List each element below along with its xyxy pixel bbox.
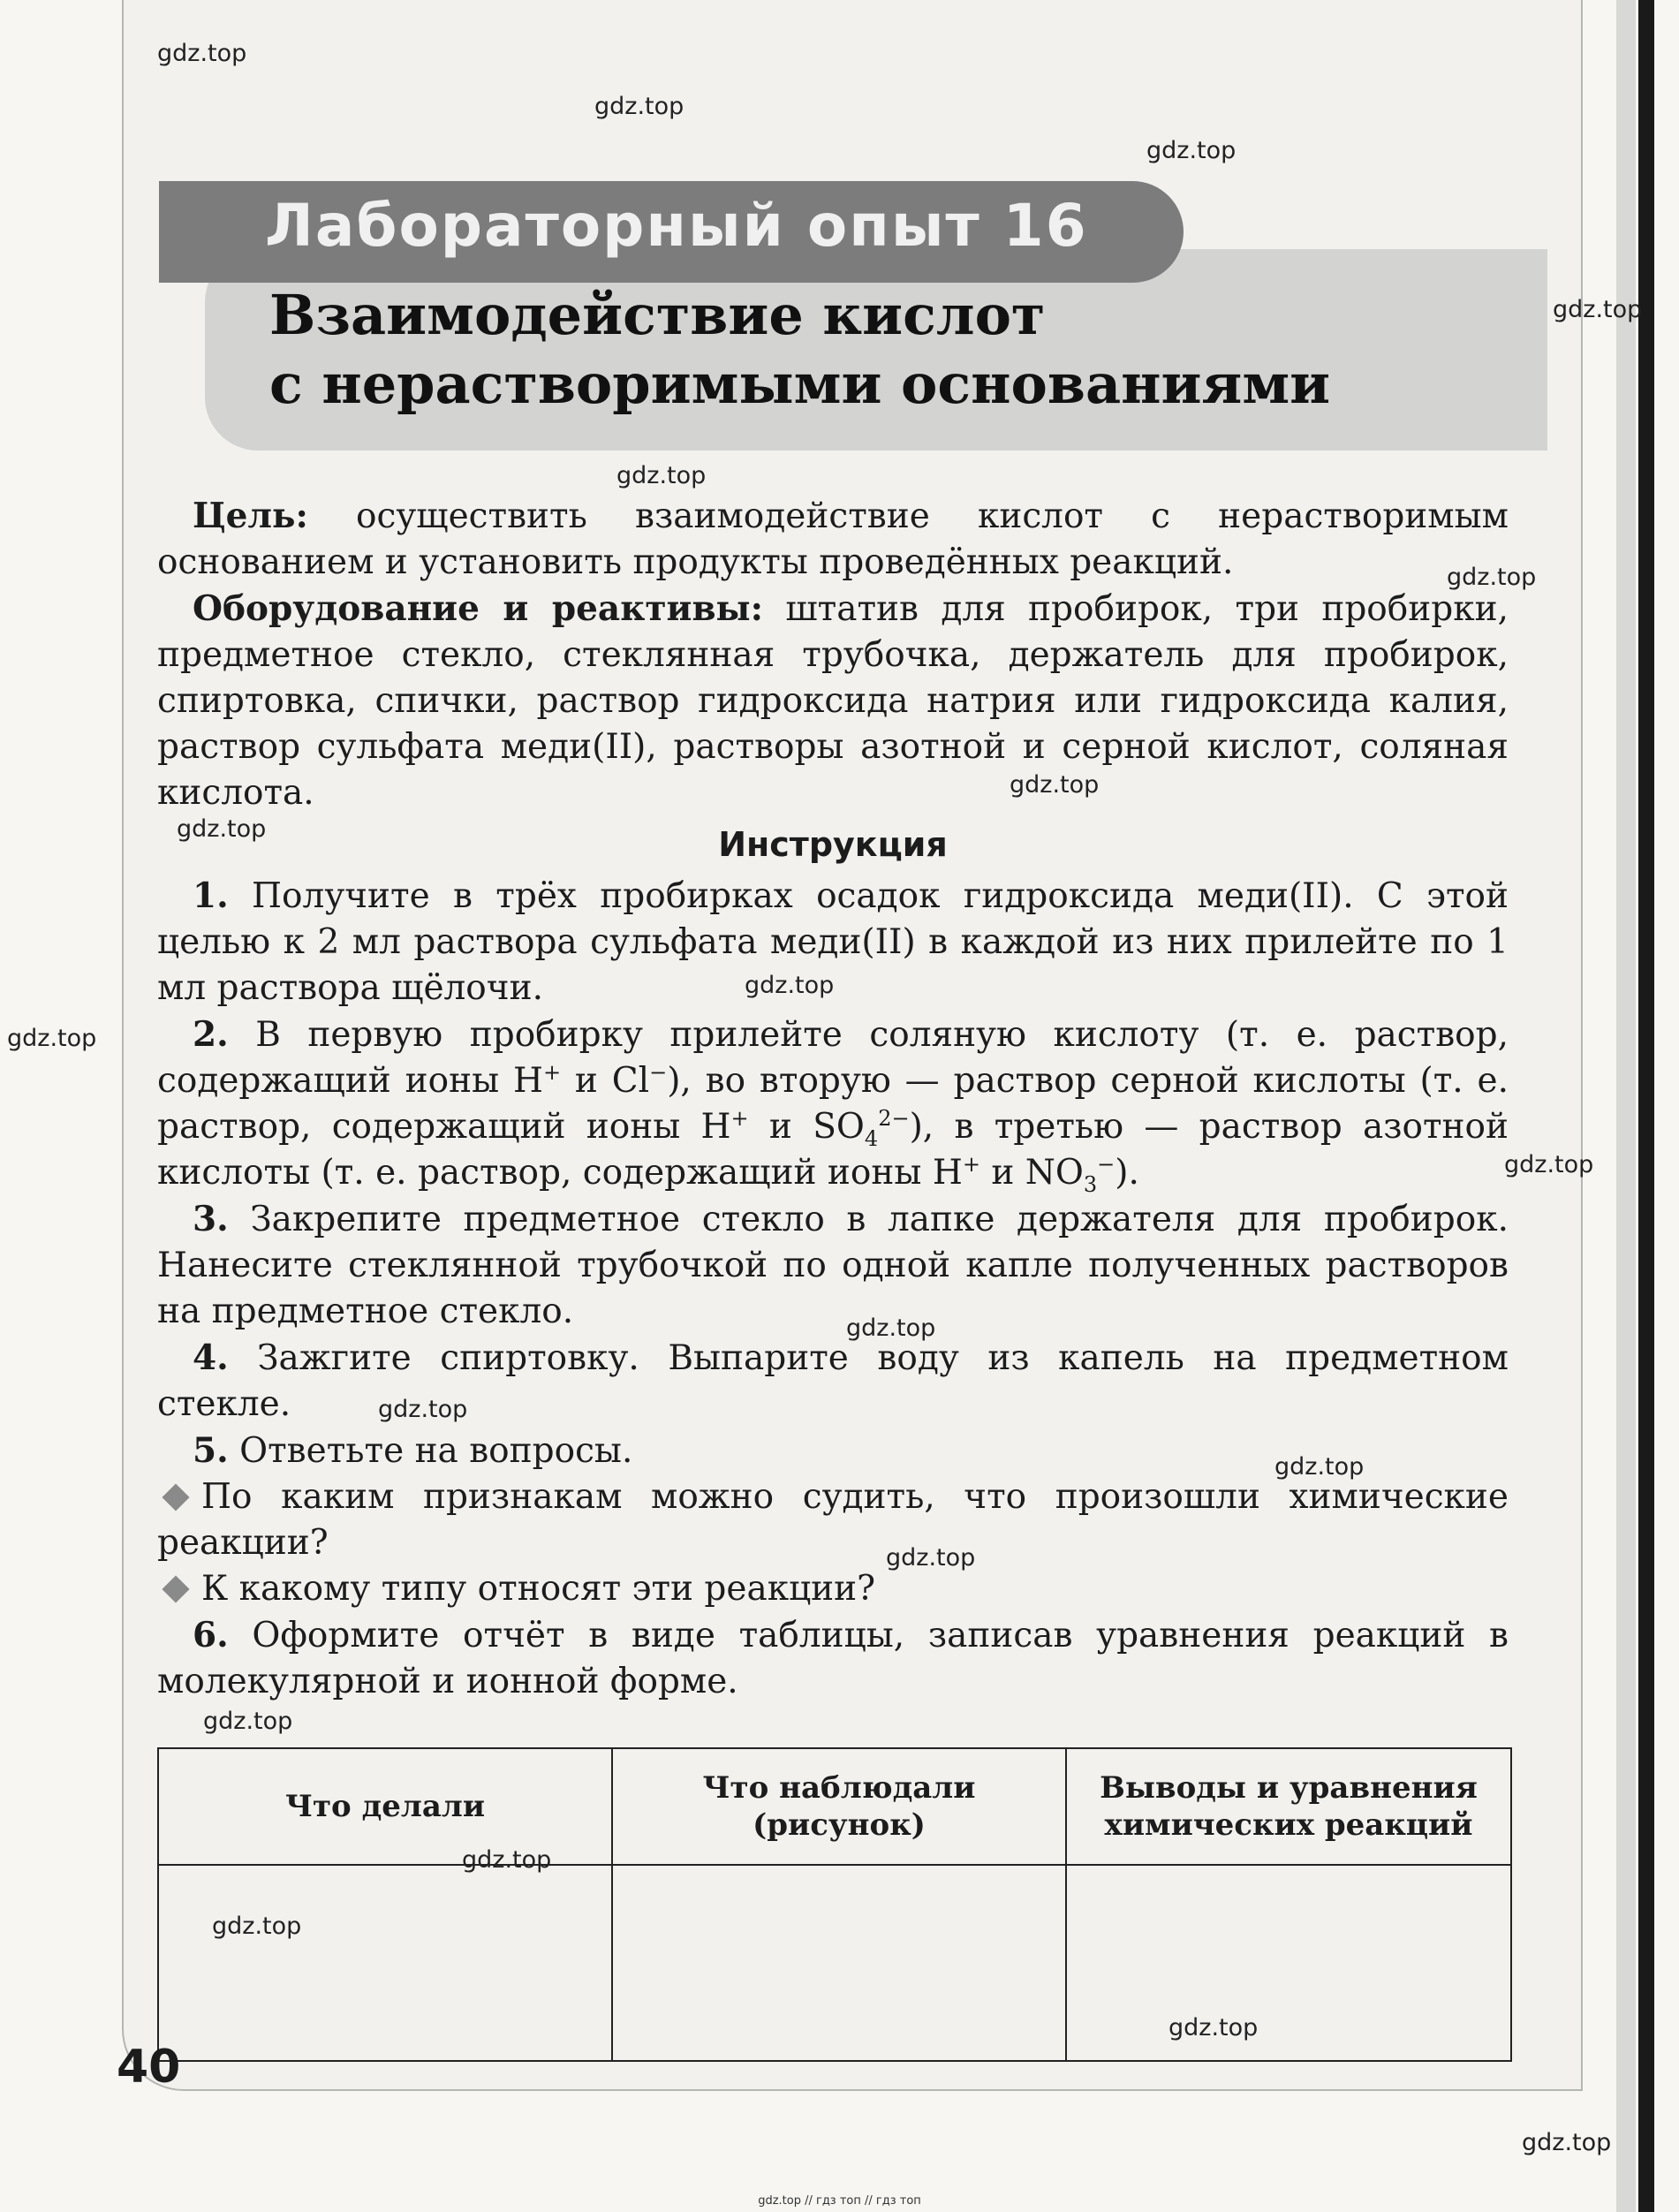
table-cell bbox=[1066, 1865, 1511, 2061]
ion-charge: 2− bbox=[878, 1106, 910, 1131]
step-3 bbox=[157, 1196, 1509, 1335]
page-edge bbox=[1638, 0, 1654, 2212]
watermark: gdz.top bbox=[378, 1396, 468, 1423]
step-1-text: Получите в трёх пробирках осадок гидроксида меди(II). С этой целью к 2 мл раствора сульфата меди(II) в каждой из них прилейте по 1 мл раствора щёлочи. bbox=[157, 876, 1509, 1008]
step-6-text: Оформите отчёт в виде таблицы, записав уравнения реакций в молекулярной и ионной форме. bbox=[157, 1616, 1509, 1701]
step-2-text: и SO bbox=[748, 1107, 865, 1147]
step-2 bbox=[157, 1011, 1509, 1196]
step-2-text: В первую пробирку прилейте соляную кислоту (т. е. раствор, содержащий ионы H bbox=[157, 1015, 1509, 1101]
step-6 bbox=[157, 1612, 1509, 1705]
question-2-text: К какому типу относят эти реакции? bbox=[201, 1569, 876, 1609]
lab-title: Лабораторный опыт 16 bbox=[265, 192, 1088, 260]
table-cell bbox=[612, 1865, 1066, 2061]
step-4-text: Зажгите спиртовку. Выпарите воду из капель на предметном стекле. bbox=[157, 1338, 1509, 1424]
watermark: gdz.top bbox=[157, 40, 247, 67]
page-number: 40 bbox=[117, 2041, 181, 2094]
watermark: gdz.top bbox=[1146, 137, 1237, 164]
step-5-text: Ответьте на вопросы. bbox=[228, 1431, 633, 1471]
title-bar bbox=[159, 181, 1184, 283]
ion-charge: + bbox=[730, 1106, 749, 1131]
watermark: gdz.top bbox=[1447, 564, 1537, 591]
ion-charge: + bbox=[962, 1152, 980, 1177]
goal-text: осуществить взаимодействие кислот с нерастворимым основанием и установить продукты проведённых реакций. bbox=[157, 496, 1509, 582]
watermark: gdz.top bbox=[7, 1025, 97, 1052]
watermark: gdz.top bbox=[1010, 771, 1100, 799]
step-6-number: 6. bbox=[193, 1615, 229, 1655]
step-5-number: 5. bbox=[193, 1430, 229, 1471]
watermark: gdz.top bbox=[886, 1544, 976, 1572]
table-header-row bbox=[158, 1748, 1511, 1865]
equipment-paragraph bbox=[157, 586, 1509, 816]
report-table bbox=[157, 1747, 1512, 2062]
watermark: gdz.top bbox=[212, 1913, 302, 1940]
goal-paragraph bbox=[157, 493, 1509, 586]
step-2-number: 2. bbox=[193, 1014, 229, 1055]
watermark: gdz.top bbox=[1168, 2014, 1259, 2042]
watermark: gdz.top bbox=[462, 1846, 552, 1874]
ion-charge: − bbox=[649, 1060, 668, 1085]
lab-body bbox=[157, 493, 1509, 1705]
table-cell bbox=[158, 1865, 612, 2061]
watermark: gdz.top bbox=[177, 815, 267, 843]
step-2-text: и Cl bbox=[561, 1061, 650, 1101]
question-1-text: По каким признакам можно судить, что произошли химические реакции? bbox=[157, 1477, 1509, 1563]
equipment-text: штатив для пробирок, три пробирки, предметное стекло, стеклянная трубочка, держатель для пробирок, спиртовка, спички, раствор гидроксида натрия или гидроксида калия, раствор сульфата меди(II), растворы азотной и серной кислот, соляная кислота. bbox=[157, 589, 1509, 813]
step-1-number: 1. bbox=[193, 875, 229, 916]
watermark: gdz.top bbox=[616, 462, 707, 489]
goal-label: Цель: bbox=[193, 496, 308, 536]
question-1 bbox=[157, 1474, 1509, 1566]
table-header-cell: Выводы и уравнения химических реакций bbox=[1066, 1748, 1511, 1865]
watermark: gdz.top bbox=[846, 1314, 936, 1342]
table-header-cell: Что делали bbox=[158, 1748, 612, 1865]
bottom-banner: gdz.top // гдз топ // гдз топ bbox=[758, 2194, 921, 2208]
step-4-number: 4. bbox=[193, 1337, 229, 1378]
instruction-heading: Инструкция bbox=[718, 825, 948, 864]
ion-charge: + bbox=[542, 1060, 562, 1085]
step-2-text: ), во вторую — раствор серной кислоты (т. е. раствор, содержащий ионы H bbox=[157, 1061, 1509, 1147]
watermark: gdz.top bbox=[1553, 296, 1643, 323]
question-2 bbox=[157, 1566, 1509, 1612]
subtitle-line-1: Взаимодействие кислот bbox=[269, 283, 1046, 347]
step-3-number: 3. bbox=[193, 1199, 229, 1239]
step-4 bbox=[157, 1335, 1509, 1428]
watermark: gdz.top bbox=[1274, 1453, 1365, 1481]
ion-index: 4 bbox=[864, 1125, 879, 1151]
page-edge-shadow bbox=[1616, 0, 1636, 2212]
step-3-text: Закрепите предметное стекло в лапке держателя для пробирок. Нанесите стеклянной трубочкой по одной капле полученных растворов на предметное стекло. bbox=[157, 1200, 1509, 1331]
watermark: gdz.top bbox=[203, 1708, 293, 1735]
subtitle-line-2: с нерастворимыми основаниями bbox=[269, 352, 1331, 416]
step-2-text: ), в третью — раствор азотной кислоты (т. е. раствор, содержащий ионы H bbox=[157, 1107, 1509, 1193]
ion-charge: − bbox=[1097, 1152, 1116, 1177]
lab-subtitle bbox=[269, 281, 1330, 419]
diamond-bullet-icon bbox=[162, 1575, 189, 1602]
ion-index: 3 bbox=[1083, 1171, 1098, 1197]
step-2-text: ). bbox=[1115, 1153, 1139, 1193]
watermark: gdz.top bbox=[745, 972, 835, 999]
table-header-cell: Что наблюдали (рисунок) bbox=[612, 1748, 1066, 1865]
diamond-bullet-icon bbox=[162, 1483, 189, 1511]
watermark: gdz.top bbox=[594, 93, 684, 120]
equipment-label: Оборудование и реактивы: bbox=[193, 588, 764, 629]
step-2-text: и NO bbox=[979, 1153, 1084, 1193]
watermark: gdz.top bbox=[1522, 2129, 1612, 2156]
watermark: gdz.top bbox=[1504, 1151, 1594, 1178]
table-row bbox=[158, 1865, 1511, 2061]
